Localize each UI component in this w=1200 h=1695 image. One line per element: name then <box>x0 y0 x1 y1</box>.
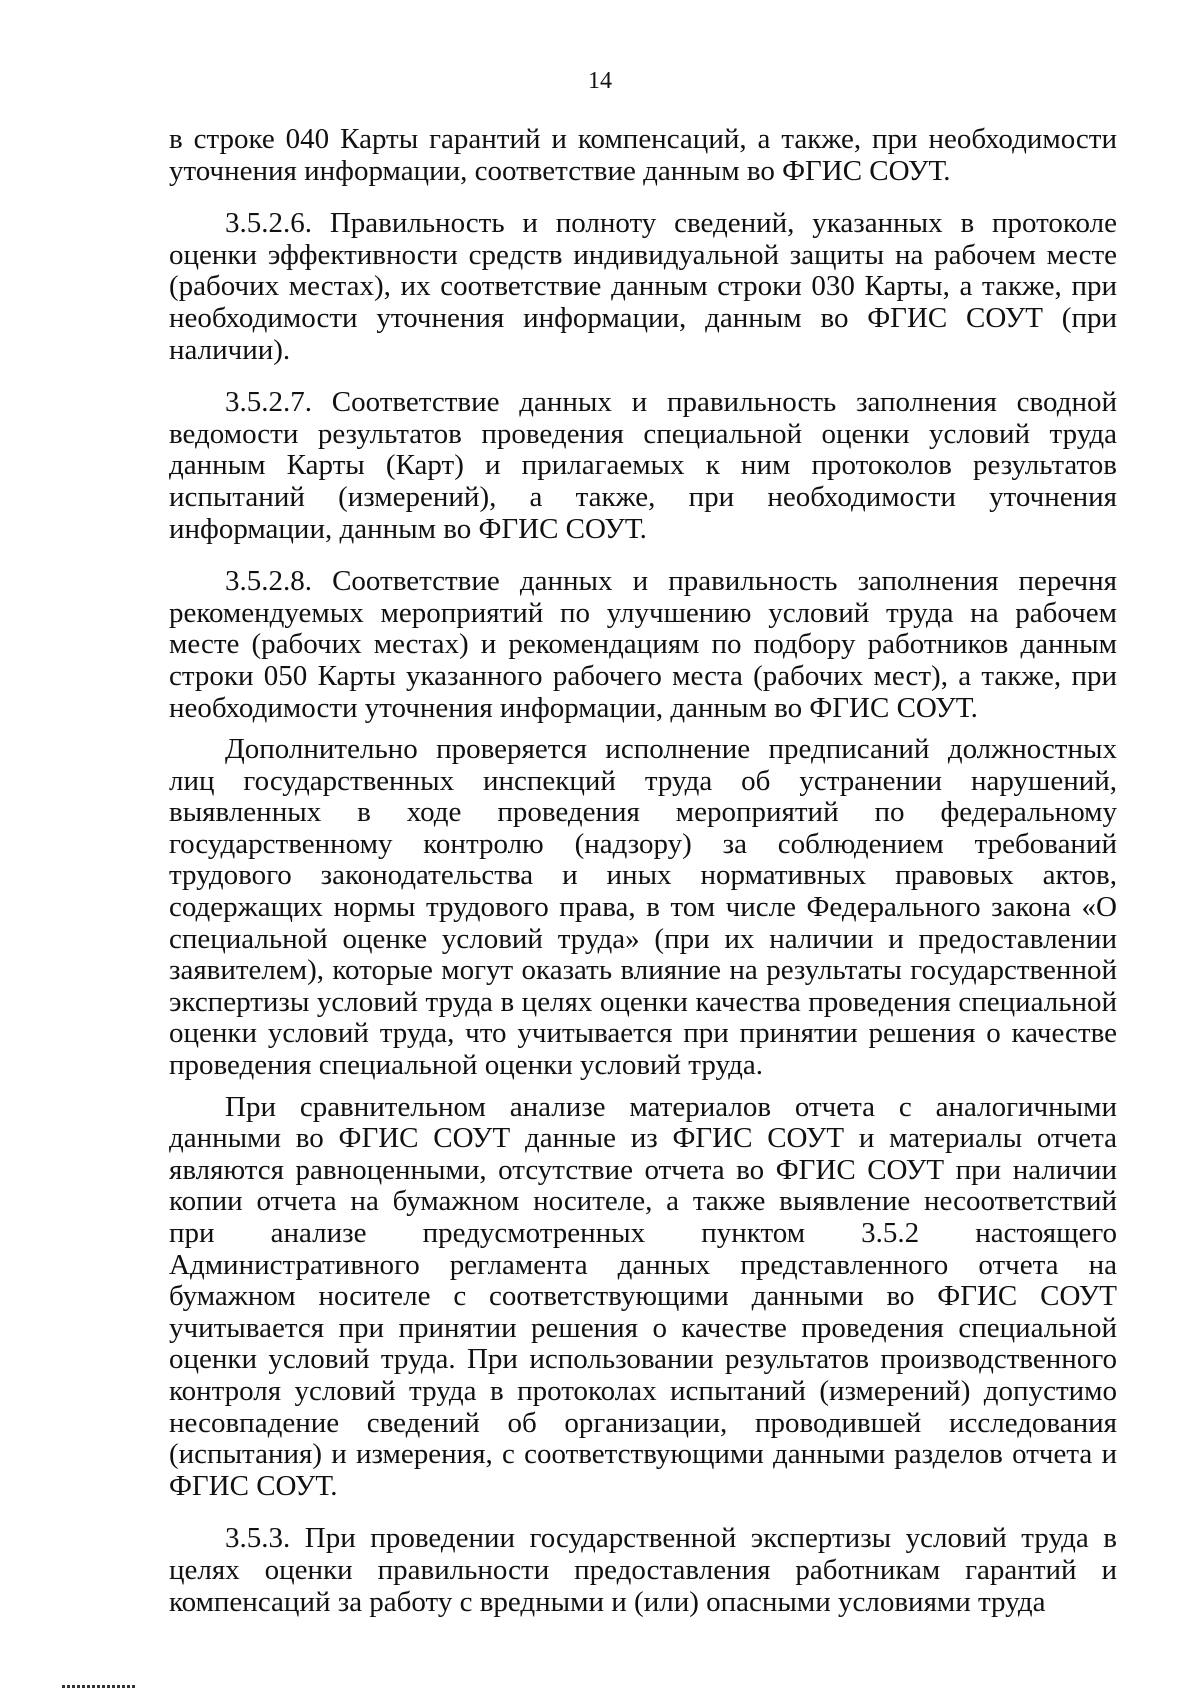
paragraph-3-5-2-8: 3.5.2.8. Соответствие данных и правильность заполнения перечня рекомендуемых мероприятий по улучшению условий труда на рабочем месте (рабочих местах) и рекомендациям по подбору работников данным строки 050 Карты указанного рабочего места (рабочих мест), а также, при необходимости уточнения информации, данным во ФГИС СОУТ. <box>169 565 1117 724</box>
paragraph-comparative-analysis: При сравнительном анализе материалов отчета с аналогичными данными во ФГИС СОУТ данные из ФГИС СОУТ и материалы отчета являются равноценными, отсутствие отчета во ФГИС СОУТ при наличии копии отчета на бумажном носителе, а также выявление несоответствий при анализе предусмотренных пунктом 3.5.2 настоящего Административного регламента данных представленного отчета на бумажном носителе с соответствующими данными во ФГИС СОУТ учитывается при принятии решения о качестве проведения специальной оценки условий труда. При использовании результатов производственного контроля условий труда в протоколах испытаний (измерений) допустимо несовпадение сведений об организации, проводившей исследования (испытания) и измерения, с соответствующими данными разделов отчета и ФГИС СОУТ. <box>169 1090 1117 1502</box>
paragraph-additional-check: Дополнительно проверяется исполнение предписаний должностных лиц государственных инспекций труда об устранении нарушений, выявленных в ходе проведения мероприятий по федеральному государственному контролю (надзору) за соблюдением требований трудового законодательства и иных нормативных правовых актов, содержащих нормы трудового права, в том числе Федерального закона «О специальной оценке условий труда» (при их наличии и предоставлении заявителем), которые могут оказать влияние на результаты государственной экспертизы условий труда в целях оценки качества проведения специальной оценки условий труда, что учитывается при принятии решения о качестве проведения специальной оценки условий труда. <box>169 733 1117 1082</box>
paragraph-3-5-3: 3.5.3. При проведении государственной экспертизы условий труда в целях оценки правильности предоставления работникам гарантий и компенсаций за работу с вредными и (или) опасными условиями труда <box>169 1522 1117 1618</box>
paragraph-continuation: в строке 040 Карты гарантий и компенсаций, а также, при необходимости уточнения информации, соответствие данным во ФГИС СОУТ. <box>169 123 1117 187</box>
page-number: 14 <box>588 68 612 94</box>
paragraph-3-5-2-7: 3.5.2.7. Соответствие данных и правильность заполнения сводной ведомости результатов проведения специальной оценки условий труда данным Карты (Карт) и прилагаемых к ним протоколов результатов испытаний (измерений), а также, при необходимости уточнения информации, данным во ФГИС СОУТ. <box>169 386 1117 545</box>
document-body <box>169 124 1117 1618</box>
scan-footer-mark <box>62 1685 136 1688</box>
paragraph-3-5-2-6: 3.5.2.6. Правильность и полноту сведений, указанных в протоколе оценки эффективности средств индивидуальной защиты на рабочем месте (рабочих местах), их соответствие данным строки 030 Карты, а также, при необходимости уточнения информации, данным во ФГИС СОУТ (при наличии). <box>169 207 1117 366</box>
